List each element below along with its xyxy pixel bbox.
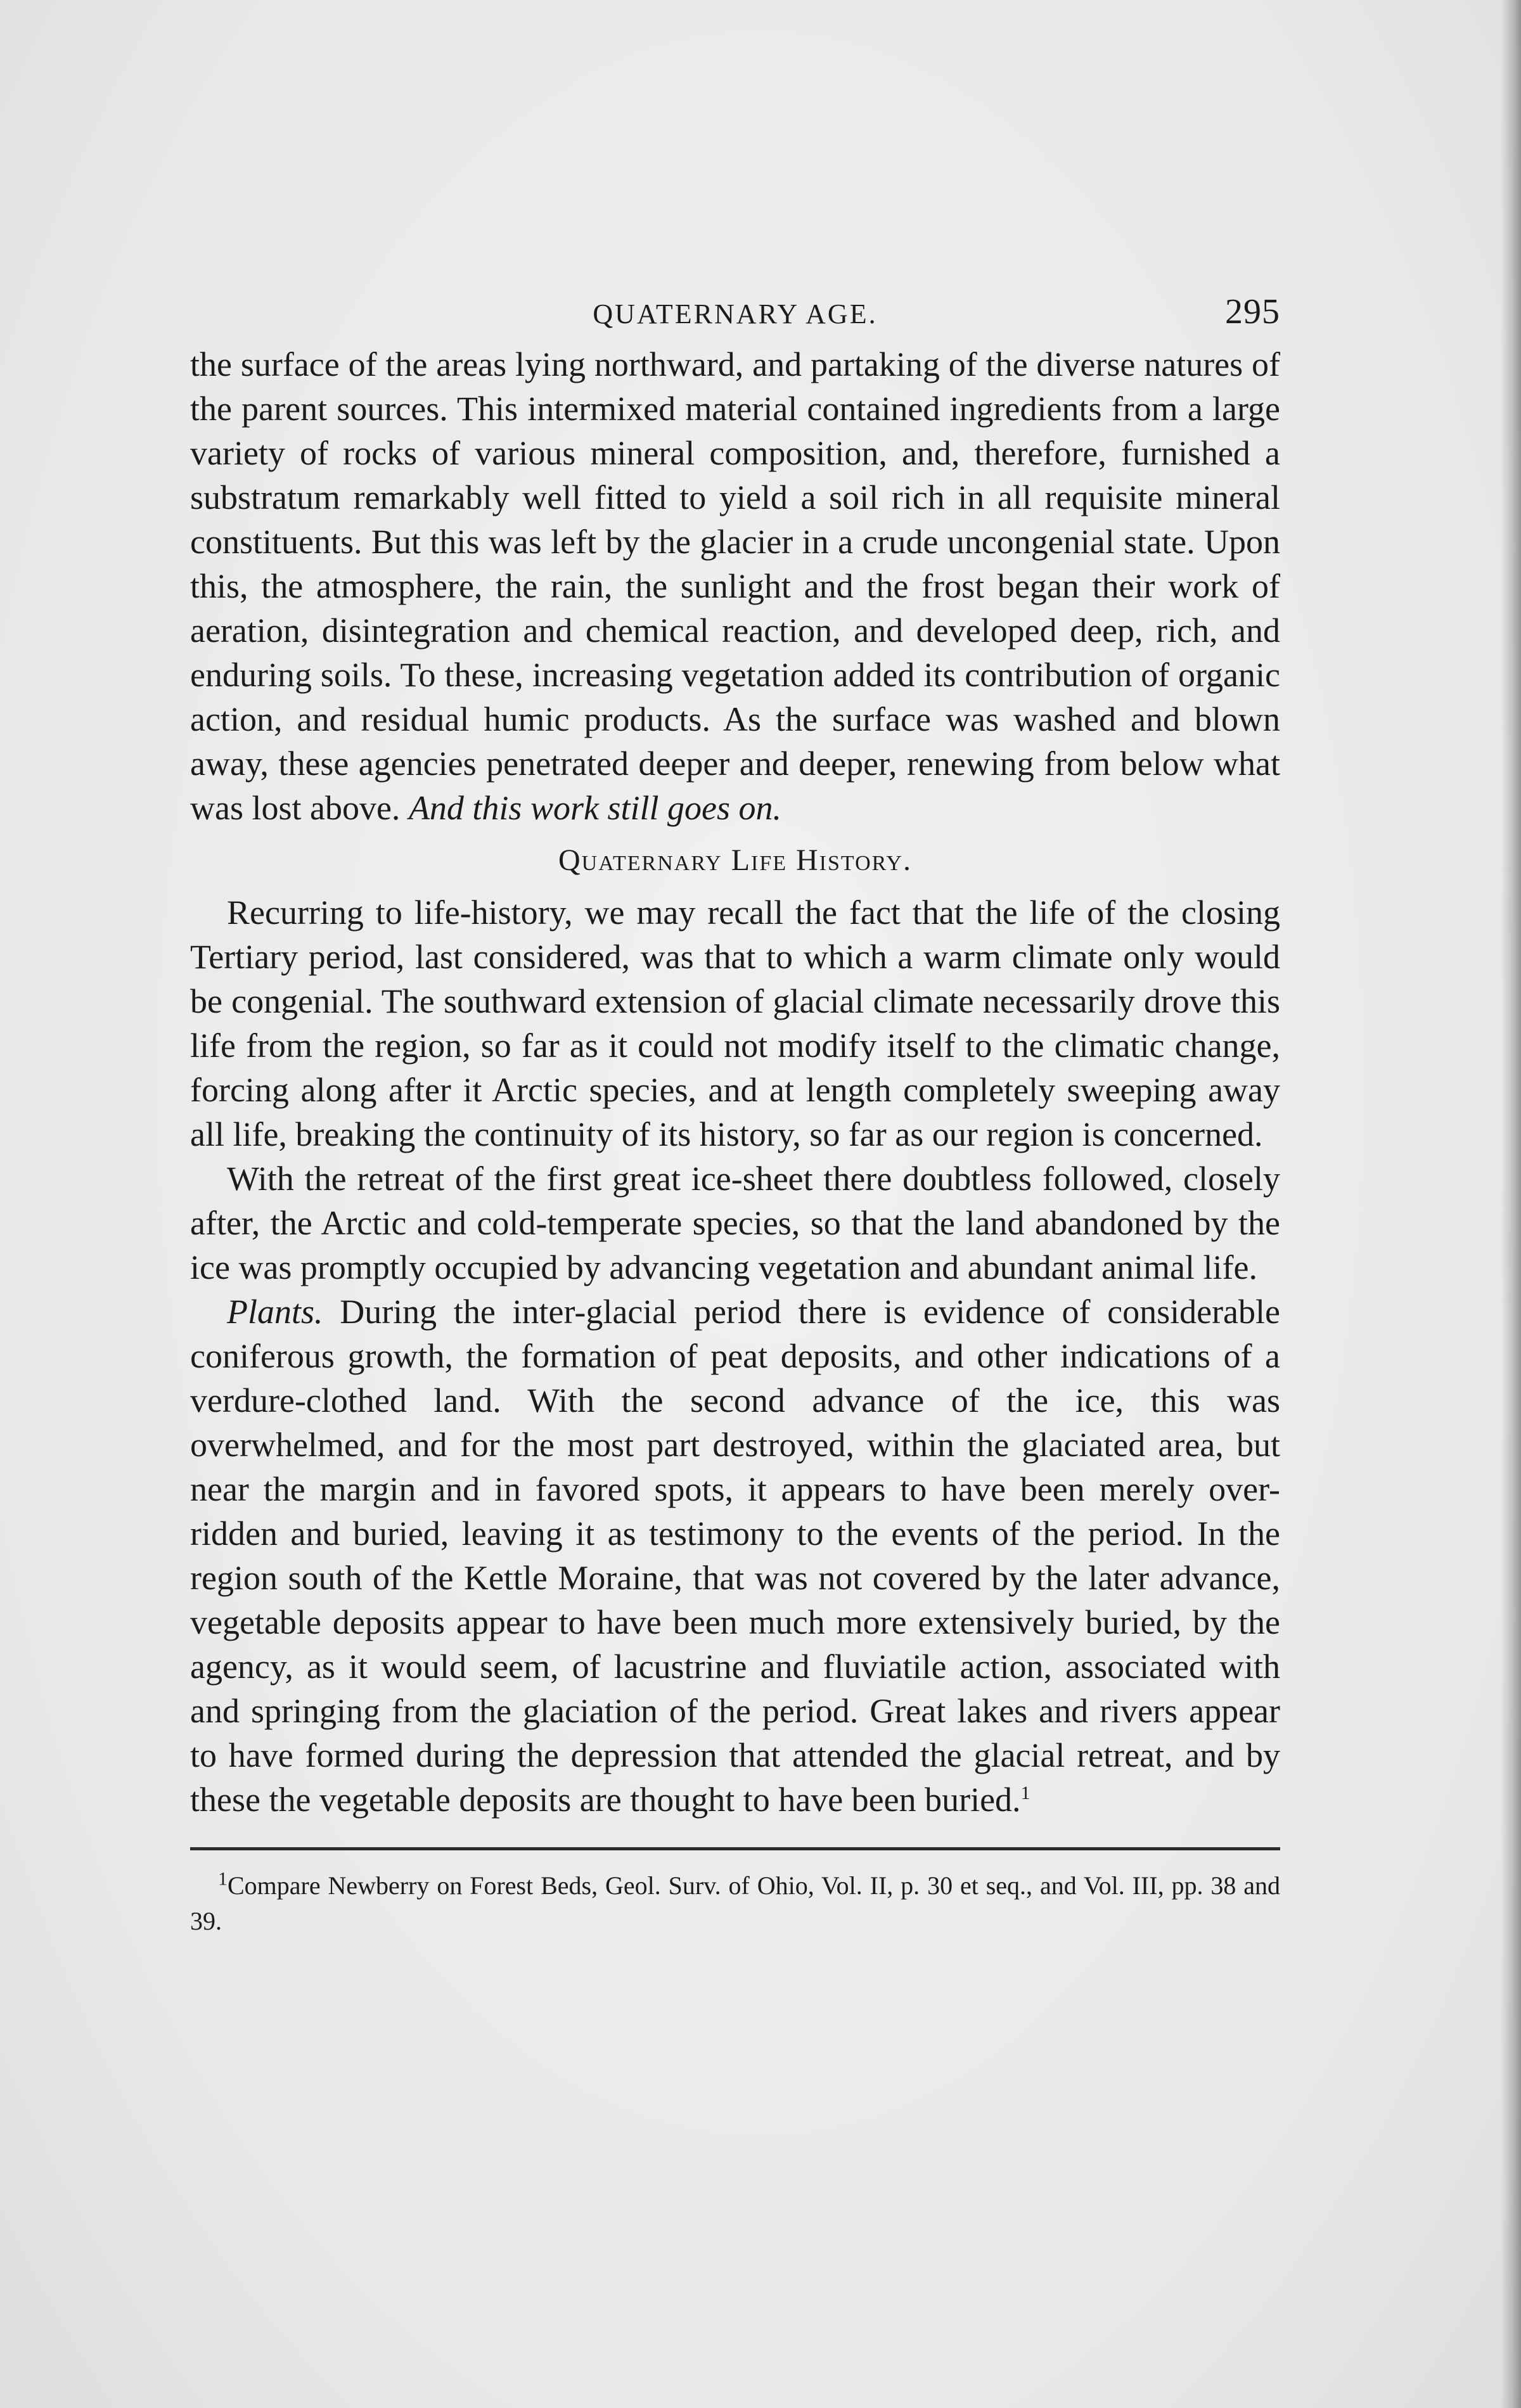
running-title: QUATERNARY AGE. bbox=[593, 298, 878, 330]
paragraph-1-italic: And this work still goes on. bbox=[408, 789, 781, 827]
footnote bbox=[190, 1868, 1280, 1939]
paragraph-continued bbox=[190, 342, 1280, 830]
paragraph-1-text: the surface of the areas lying northward, and partaking of the diverse natures of the parent sources. This intermixed material contained ingredients from a large variety of rocks of various mineral composition, and, therefore, furnished a substratum remarkably well fitted to yield a soil rich in all requisite mineral constituents. But this was left by the glacier in a crude uncongenial state. Upon this, the atmosphere, the rain, the sunlight and the frost began their work of aeration, disintegration and chemical reaction, and developed deep, rich, and enduring soils. To these, increasing vegetation added its contribution of organic action, and residual humic products. As the surface was washed and blown away, these agencies penetrated deeper and deeper, renewing from below what was lost above. bbox=[190, 345, 1280, 827]
page-content bbox=[190, 291, 1280, 1939]
paragraph-4-text: During the inter-glacial period there is evidence of considerable coniferous growth, the formation of peat deposits, and other indications of a verdure-clothed land. With the second advance of the ice, this was overwhelmed, and for the most part destroyed, within the glaciated area, but near the margin and in favored spots, it appears to have been merely over-ridden and buried, leaving it as testimony to the events of the period. In the region south of the Kettle Moraine, that was not covered by the later advance, vegetable deposits appear to have been much more extensively buried, by the agency, as it would seem, of lacustrine and fluviatile action, associated with and springing from the glaciation of the period. Great lakes and rivers appear to have formed during the depression that attended the glacial retreat, and by these the vegetable deposits are thought to have been buried. bbox=[190, 1293, 1280, 1819]
footnote-text: Compare Newberry on Forest Beds, Geol. Surv. of Ohio, Vol. II, p. 30 et seq., and Vol. III, pp. 38 and 39. bbox=[190, 1871, 1280, 1935]
footnote-reference: 1 bbox=[1020, 1783, 1030, 1803]
footnote-mark: 1 bbox=[218, 1868, 228, 1890]
paragraph-3: With the retreat of the first great ice-sheet there doubtless followed, closely after, the Arctic and cold-temperate species, so that the land abandoned by the ice was promptly occupied by advancing vegetation and abundant animal life. bbox=[190, 1160, 1280, 1286]
body-text bbox=[190, 342, 1280, 1822]
page-number: 295 bbox=[1225, 292, 1280, 331]
paragraph-2: Recurring to life-history, we may recall the fact that the life of the closing Tertiary period, last considered, was that to which a warm climate only would be congenial. The southward extension of glacial climate necessarily drove this life from the region, so far as it could not modify itself to the climatic change, forcing along after it Arctic species, and at length completely sweeping away all life, breaking the continuity of its history, so far as our region is concerned. bbox=[190, 893, 1280, 1153]
footnote-rule bbox=[190, 1847, 1280, 1850]
paragraph-4-lead: Plants. bbox=[227, 1293, 323, 1331]
running-head bbox=[190, 291, 1280, 342]
section-heading: Quaternary Life History. bbox=[558, 843, 912, 877]
paragraph-4 bbox=[190, 1290, 1280, 1822]
spine-shadow bbox=[1501, 0, 1521, 2408]
